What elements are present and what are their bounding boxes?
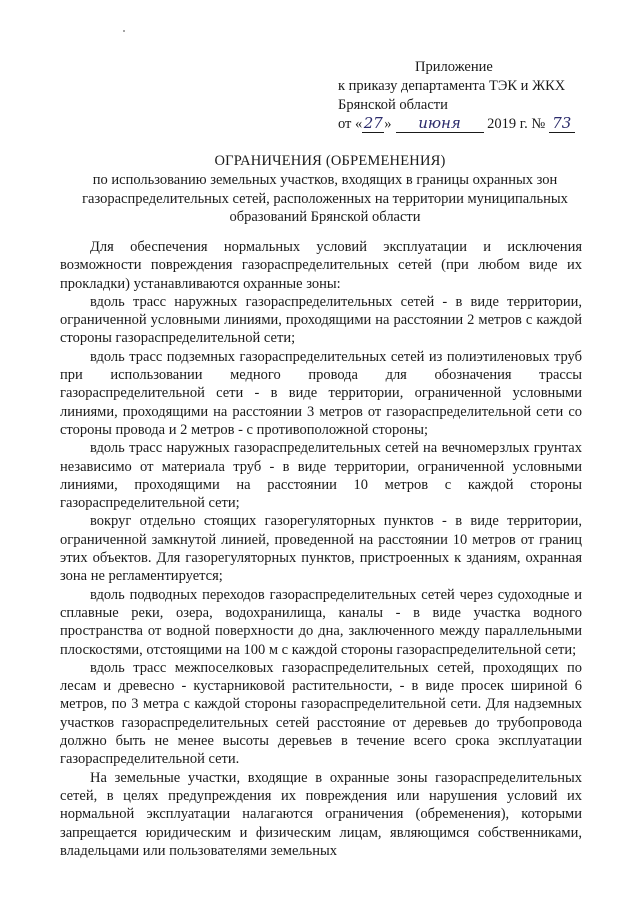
paragraph: вдоль трасс межпоселковых газораспределительных сетей, проходящих по лесам и древесно - кустарниковой растительности, - в виде просек шириной 6 метров, по 3 метра с каждой стороны газораспределительной сети. Для надземных участков газораспределительных сетей расстояние от деревьев до трубопровода должно быть не менее высоты деревьев в течение всего срока эксплуатации газораспределительной сети. xyxy=(60,659,582,768)
doc-number-field xyxy=(549,116,575,133)
paragraph: вдоль трасс подземных газораспределительных сетей из полиэтиленовых труб при использовании медного провода для обозначения трассы газораспределительной сети - в виде территории, ограниченной условными линиями, проходящими на расстоянии 3 метров от газораспределительной сети со стороны провода и 2 метров - с противоположной стороны; xyxy=(60,348,582,438)
date-year: 2019 г. № xyxy=(487,116,546,132)
date-month-field xyxy=(396,116,484,133)
paragraph: вдоль трасс наружных газораспределительных сетей на вечномерзлых грунтах независимо от материала труб - в виде территории, ограниченной условными линиями, проходящими на расстоянии 10 метров с каждой стороны газораспределительной сети; xyxy=(60,440,582,512)
date-prefix: от « xyxy=(338,116,363,132)
appendix-order-ref: к приказу департамента ТЭК и ЖКХ xyxy=(338,78,566,94)
date-day-field xyxy=(362,116,384,133)
scan-speck xyxy=(123,30,125,32)
paragraph: вдоль трасс наружных газораспределительных сетей - в виде территории, ограниченной условными линиями, проходящими на расстоянии 2 метров с каждой стороны газораспределительной сети; xyxy=(60,293,582,347)
handwritten-month: июня xyxy=(418,114,461,132)
paragraph: На земельные участки, входящие в охранные зоны газораспределительных сетей, в целях предупреждения их повреждения или нарушения условий их нормальной эксплуатации налагаются ограничения (обременения), которыми запрещается юридическим и физическим лицам, являющимся собственниками, владельцами или пользователями земельных xyxy=(60,769,582,859)
appendix-title: Приложение xyxy=(415,59,493,75)
date-mid: » xyxy=(384,116,392,132)
appendix-region: Брянской области xyxy=(338,97,448,113)
handwritten-number: 73 xyxy=(552,114,572,132)
document-subtitle: по использованию земельных участков, входящих в границы охранных зон газораспределительных сетей, расположенных на территории муниципальных образований Брянской области xyxy=(82,172,568,225)
paragraph: вдоль подводных переходов газораспределительных сетей через судоходные и сплавные реки, озера, водохранилища, каналы - в виде участка водного пространства от водной поверхности до дна, заключенного между параллельными плоскостями, отстоящими на 100 м с каждой стороны газораспределительной сети; xyxy=(60,586,582,658)
document-body xyxy=(60,238,582,860)
appendix-block xyxy=(338,58,628,134)
appendix-date-line xyxy=(338,115,628,134)
paragraph: Для обеспечения нормальных условий эксплуатации и исключения возможности повреждения газораспределительных сетей (при любом виде их прокладки) устанавливаются охранные зоны: xyxy=(60,239,582,292)
document-title: ОГРАНИЧЕНИЯ (ОБРЕМЕНЕНИЯ) xyxy=(214,153,446,169)
paragraph: вокруг отдельно стоящих газорегуляторных пунктов - в виде территории, ограниченной замкнутой линией, проведенной на расстоянии 10 метров от границ этих объектов. Для газорегуляторных пунктов, пристроенных к зданиям, охранная зона не регламентируется; xyxy=(60,513,582,585)
handwritten-day: 27 xyxy=(363,114,383,132)
